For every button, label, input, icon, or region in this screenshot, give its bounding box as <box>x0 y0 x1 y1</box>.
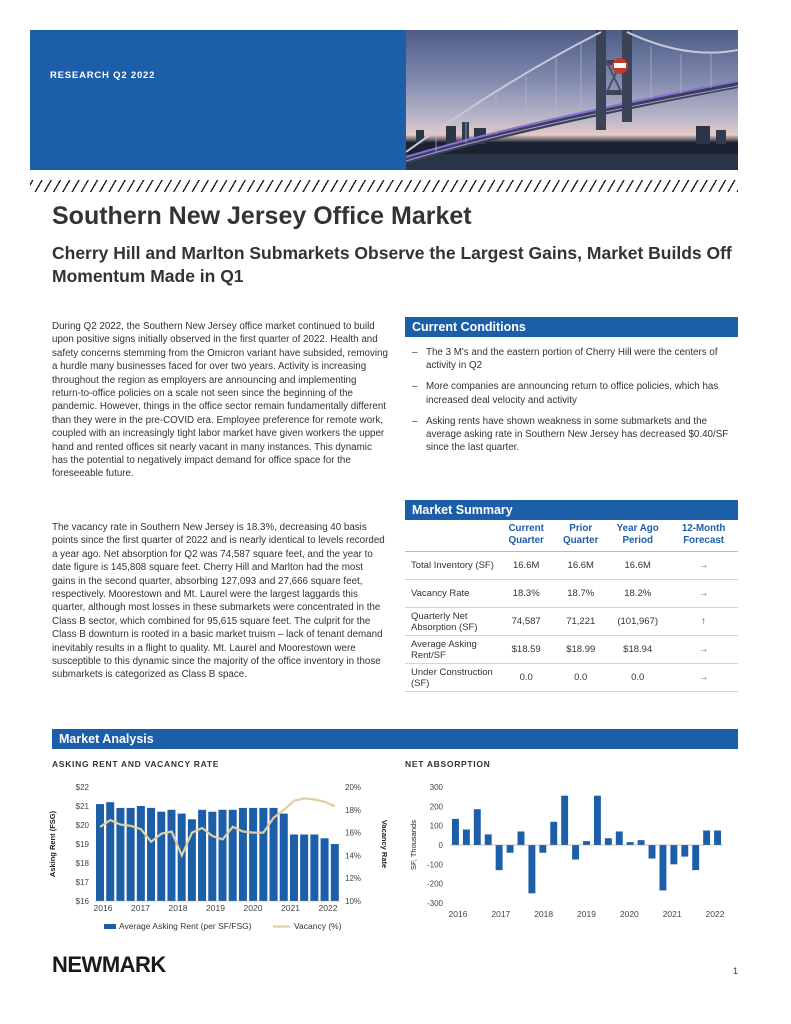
absorption-bar <box>638 840 645 845</box>
x-tick-label: 2022 <box>705 909 725 919</box>
y-axis-label: Asking Rent (FSG) <box>48 810 57 878</box>
x-tick-label: 2016 <box>448 909 468 919</box>
table-cell: 71,221 <box>555 608 606 636</box>
x-tick-label: 2017 <box>491 909 511 919</box>
body-paragraph-1: During Q2 2022, the Southern New Jersey office market continued to build upon positive signs initially observed in the first quarter of 2022. Health and safety concerns stemming from the Omicron variant have subsided, removing a hurdle many businesses faced for over two years. Activity is increasing throughout the region as employers are announcing and implementing return-to-office policies on a scale not seen since the beginning of the pandemic. However, things in the office sector remain fundamentally different than they were in the pre-COVID era. Employee preference for remote work, coupled with an increasingly tight labor market have given workers the upper hand and rented offices sit nearly vacant in many instances. This dynamic has the potential to negatively impact demand for office space for the foreseeable future. <box>52 321 388 480</box>
x-tick-label: 2020 <box>619 909 639 919</box>
absorption-bar <box>539 845 546 853</box>
list-item: – The 3 M's and the eastern portion of Cherry Hill were the centers of activity in Q2 <box>412 346 738 372</box>
y2-axis-label: Vacancy Rate <box>380 819 389 869</box>
table-cell: 16.6M <box>606 552 669 580</box>
current-conditions-heading: Current Conditions <box>405 317 738 337</box>
x-tick-label: 2021 <box>281 903 300 913</box>
absorption-bar <box>518 831 525 845</box>
table-cell: $18.94 <box>606 636 669 664</box>
page-subtitle: Cherry Hill and Marlton Submarkets Observe the Largest Gains, Market Builds Off Momentum Made in Q1 <box>52 243 732 286</box>
bridge-photo <box>406 30 738 170</box>
column-header: Year Ago Period <box>606 521 669 552</box>
absorption-bar <box>703 831 710 846</box>
y2-tick-label: 18% <box>345 805 362 815</box>
y-tick-label: 0 <box>438 841 443 850</box>
rent-bar <box>147 808 155 901</box>
page-number: 1 <box>733 966 739 976</box>
x-tick-label: 2016 <box>93 903 113 913</box>
y-axis-label: SF, Thousands <box>409 820 418 870</box>
x-tick-label: 2022 <box>318 903 338 913</box>
page-title: Southern New Jersey Office Market <box>52 202 472 230</box>
row-label: Total Inventory (SF) <box>405 552 497 580</box>
rent-bar <box>198 810 206 901</box>
list-item: – More companies are announcing return to office policies, which has increased deal velocity and activity <box>412 380 738 406</box>
forecast-arrow-icon: → <box>669 580 738 608</box>
y2-tick-label: 10% <box>345 897 362 906</box>
report-label: RESEARCH Q2 2022 <box>50 70 156 81</box>
absorption-bar <box>452 819 459 845</box>
table-cell: 0.0 <box>555 664 606 692</box>
y-tick-label: $17 <box>75 878 89 887</box>
rent-bar <box>127 808 135 901</box>
absorption-bar <box>594 796 601 845</box>
market-summary-table <box>405 521 738 692</box>
bridge-illustration <box>406 30 738 170</box>
table-header-row <box>405 521 738 552</box>
table-row <box>405 552 738 580</box>
absorption-bar <box>496 845 503 870</box>
rent-bar <box>300 835 308 902</box>
vacancy-line <box>100 798 335 855</box>
y-tick-label: 100 <box>429 821 443 831</box>
table-cell: 74,587 <box>497 608 555 636</box>
rent-bar <box>259 808 267 901</box>
table-cell: 18.2% <box>606 580 669 608</box>
row-label: Quarterly Net Absorption (SF) <box>405 608 497 636</box>
table-cell: $18.59 <box>497 636 555 664</box>
absorption-bar <box>561 796 568 845</box>
forecast-arrow-icon: → <box>669 664 738 692</box>
decorative-hatch <box>30 180 738 192</box>
y2-tick-label: 20% <box>345 783 362 792</box>
column-header: Current Quarter <box>497 521 555 552</box>
absorption-bar <box>670 845 677 864</box>
current-conditions-list <box>412 346 738 462</box>
absorption-bar <box>627 842 634 845</box>
rent-bar <box>137 806 145 901</box>
header-banner <box>30 30 738 170</box>
absorption-bar <box>463 830 470 845</box>
absorption-bar <box>474 809 481 845</box>
x-tick-label: 2019 <box>206 903 225 913</box>
rent-bar <box>157 812 165 901</box>
x-tick-label: 2018 <box>168 903 188 913</box>
y-tick-label: $22 <box>75 783 89 792</box>
absorption-bar <box>507 845 514 853</box>
absorption-bar <box>659 845 666 890</box>
y-tick-label: $18 <box>75 859 89 868</box>
column-header-blank <box>405 521 497 552</box>
y-tick-label: -100 <box>426 860 443 870</box>
forecast-arrow-icon: → <box>669 636 738 664</box>
rent-bar <box>208 812 216 901</box>
x-tick-label: 2019 <box>577 909 596 919</box>
table-row <box>405 664 738 692</box>
absorption-bar <box>528 845 535 893</box>
rent-bar <box>116 808 124 901</box>
absorption-bar <box>692 845 699 870</box>
body-paragraph-2: The vacancy rate in Southern New Jersey is 18.3%, decreasing 40 basis points since the first quarter of 2022 and is nearly identical to levels recorded a year ago. Net absorption for Q2 was 74,587 square feet, and the year to date figure is 145,808 square feet. Cherry Hill and Marlton had the most gains in the second quarter, absorbing 127,093 and 27,666 square feet, respectively. Moorestown and Mt. Laurel were the largest laggards this quarter, although most losses in these submarkets were concentrated in the Class B sector, which combined for 95,615 square feet. The culprit for the Class B downturn is rooted in a basic market truism – lack of tenant demand inevitably results in a flight to quality. Mt. Laurel and Moorestown were susceptible to this dynamic since the majority of the office inventory in those submarkets is categorized as Class B space. <box>52 522 385 681</box>
y2-tick-label: 16% <box>345 828 362 838</box>
forecast-arrow-icon: ↑ <box>669 608 738 636</box>
absorption-bar <box>550 822 557 845</box>
y-tick-label: -200 <box>426 879 443 889</box>
absorption-bar <box>649 845 656 859</box>
table-cell: (101,967) <box>606 608 669 636</box>
rent-bar <box>280 814 288 901</box>
market-analysis-heading: Market Analysis <box>52 729 738 749</box>
market-summary-heading: Market Summary <box>405 500 738 520</box>
y-tick-label: $21 <box>75 802 89 811</box>
rent-bar <box>239 808 247 901</box>
x-tick-label: 2017 <box>131 903 150 913</box>
table-cell: 0.0 <box>606 664 669 692</box>
y-tick-label: 300 <box>429 783 443 792</box>
newmark-logo: NEWMARK <box>52 952 166 977</box>
table-cell: 18.7% <box>555 580 606 608</box>
x-tick-label: 2018 <box>534 909 554 919</box>
net-absorption-chart-title: NET ABSORPTION <box>405 759 491 769</box>
rent-bar <box>290 835 298 902</box>
rent-bar <box>249 808 257 901</box>
y-tick-label: $16 <box>75 897 89 906</box>
row-label: Under Construction (SF) <box>405 664 497 692</box>
legend-bar-swatch <box>104 924 116 929</box>
absorption-bar <box>485 834 492 845</box>
absorption-bar <box>616 831 623 845</box>
forecast-arrow-icon: → <box>669 552 738 580</box>
absorption-bar <box>605 838 612 845</box>
rent-bar <box>219 810 227 901</box>
x-tick-label: 2020 <box>243 903 263 913</box>
table-cell: 18.3% <box>497 580 555 608</box>
absorption-bar <box>583 841 590 845</box>
table-row <box>405 580 738 608</box>
list-item: – Asking rents have shown weakness in some submarkets and the average asking rate in Southern New Jersey has decreased $0.40/SF since the last quarter. <box>412 415 738 455</box>
y-tick-label: 200 <box>429 802 443 812</box>
legend-label: Average Asking Rent (per SF/FSG) <box>119 921 252 931</box>
y2-tick-label: 14% <box>345 851 362 861</box>
y-tick-label: $20 <box>75 821 89 830</box>
row-label: Average Asking Rent/SF <box>405 636 497 664</box>
rent-bar <box>321 838 329 901</box>
absorption-bar <box>714 831 721 846</box>
net-absorption-chart <box>398 775 743 925</box>
table-cell: 0.0 <box>497 664 555 692</box>
rent-vacancy-chart <box>40 775 400 940</box>
rent-bar <box>229 810 237 901</box>
absorption-bar <box>681 845 688 857</box>
legend-label: Vacancy (%) <box>294 921 342 931</box>
column-header: 12-Month Forecast <box>669 521 738 552</box>
table-row <box>405 608 738 636</box>
row-label: Vacancy Rate <box>405 580 497 608</box>
y-tick-label: -300 <box>426 899 443 908</box>
rent-bar <box>106 802 114 901</box>
absorption-bar <box>572 845 579 860</box>
table-cell: 16.6M <box>555 552 606 580</box>
rent-vacancy-chart-title: ASKING RENT AND VACANCY RATE <box>52 759 220 769</box>
table-cell: $18.99 <box>555 636 606 664</box>
y2-tick-label: 12% <box>345 874 362 884</box>
rent-bar <box>310 835 318 902</box>
column-header: Prior Quarter <box>555 521 606 552</box>
y-tick-label: $19 <box>75 840 89 849</box>
table-row <box>405 636 738 664</box>
banner-blue-panel <box>30 30 406 170</box>
x-tick-label: 2021 <box>662 909 682 919</box>
rent-bar <box>96 804 104 901</box>
rent-bar <box>331 844 339 901</box>
table-cell: 16.6M <box>497 552 555 580</box>
rent-bar <box>167 810 175 901</box>
